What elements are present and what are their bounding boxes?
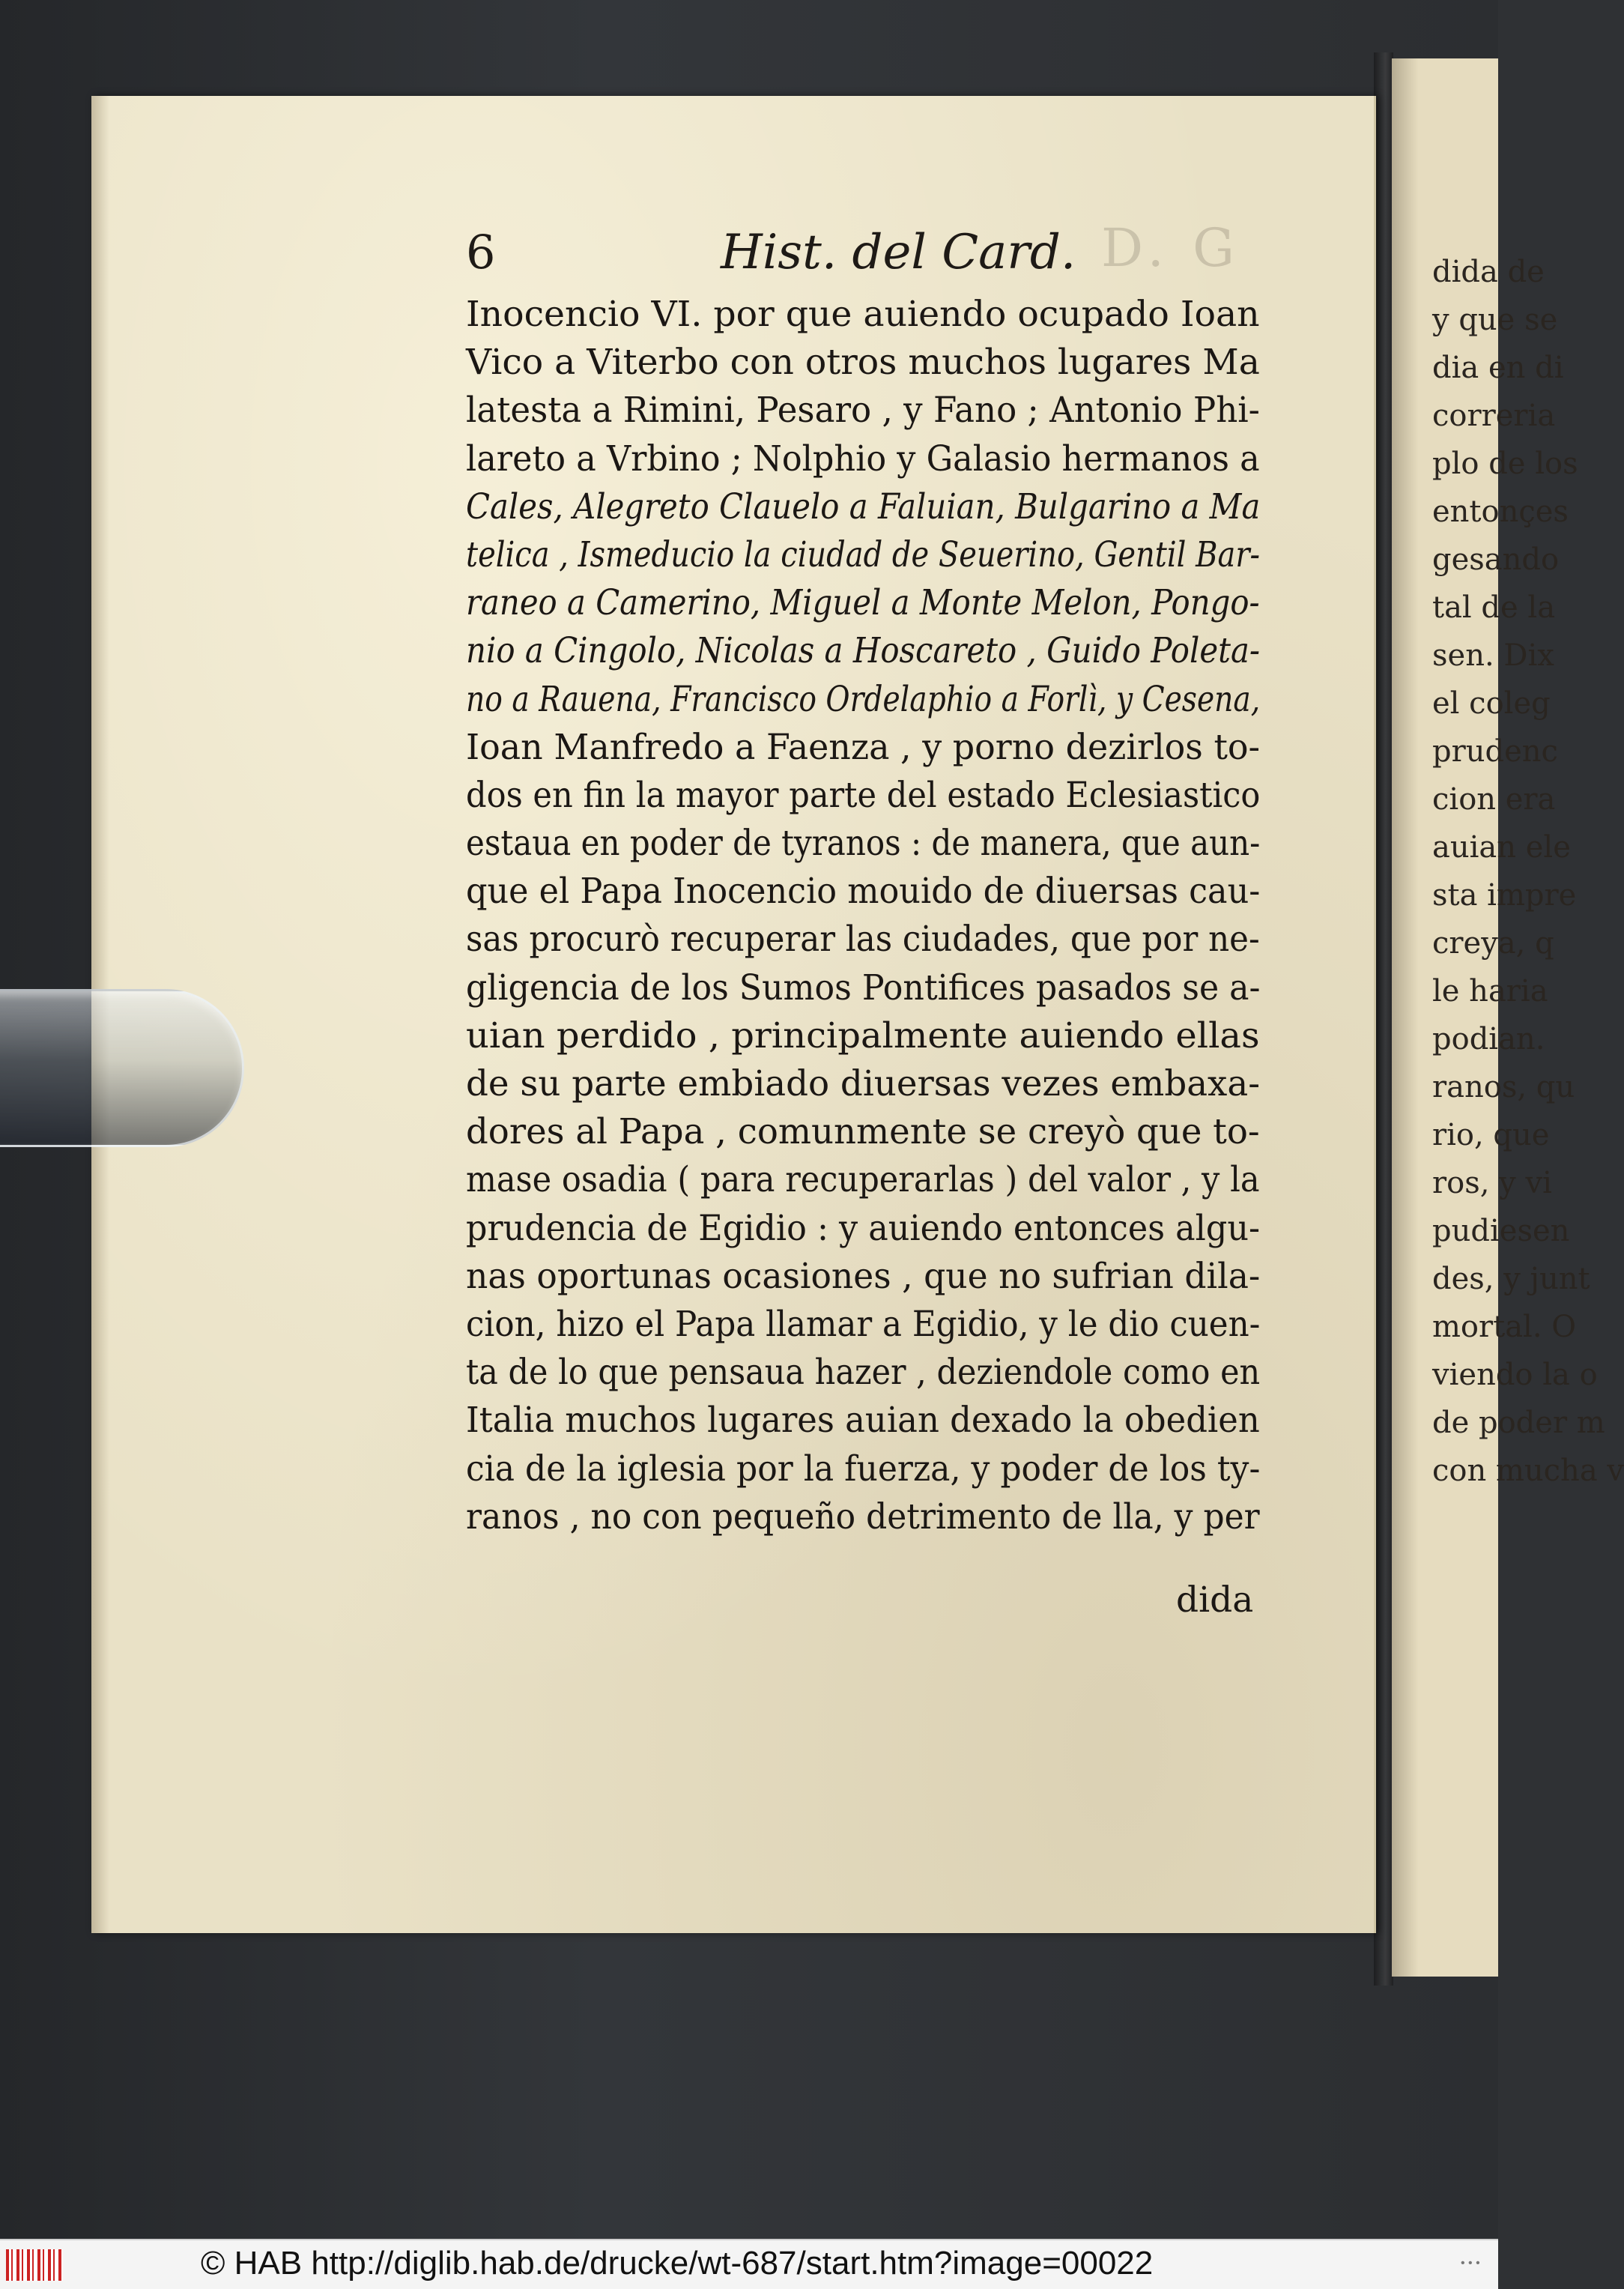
facing-page-line: mortal. O (1432, 1310, 1577, 1344)
facing-page-line: auian ele (1432, 830, 1571, 865)
facing-page-line: le haria (1432, 974, 1548, 1009)
book-gutter (1374, 52, 1393, 1986)
facing-page-line: sta impre (1432, 878, 1577, 913)
text-line: Vico a Viterbo con otros muchos lugares Ma (466, 342, 1260, 384)
text-line: sas procurò recuperar las ciudades, que por ne- (466, 919, 1260, 961)
text-line: nas oportunas ocasiones , que no sufrian dila- (466, 1255, 1261, 1297)
facing-page-line: de poder m (1432, 1406, 1605, 1440)
facing-page-line: ranos, qu (1432, 1070, 1575, 1104)
text-line: Cales, Alegreto Clauelo a Faluian, Bulgarino a Ma (466, 486, 1261, 527)
text-line: nio a Cingolo, Nicolas a Hoscareto , Guido Poleta- (466, 630, 1261, 672)
text-line: ta de lo que pensaua hazer , deziendole como en (466, 1352, 1261, 1394)
text-line: lareto a Vrbino ; Nolphio y Galasio hermanos a (466, 438, 1260, 480)
text-line: estaua en poder de tyranos : de manera, que aun- (466, 823, 1261, 865)
facing-page-line: podian. (1432, 1022, 1545, 1056)
text-line: dos en fin la mayor parte del estado Eclesiastico (466, 774, 1261, 816)
barcode-icon (6, 2249, 63, 2281)
facing-page-line: prudenc (1432, 734, 1558, 769)
facing-page-line: viendo la o (1432, 1358, 1598, 1392)
facing-page-line: plo de los (1432, 447, 1578, 481)
text-line: no a Rauena, Francisco Ordelaphio a Forlì, y Cesena, (466, 678, 1261, 720)
facing-page-line: dida de (1432, 255, 1545, 289)
catchword: dida (1176, 1579, 1254, 1621)
bleed-through-text: D. G (1101, 217, 1241, 279)
text-line: Inocencio VI. por que auiendo ocupado Ioan (466, 294, 1260, 335)
facing-page-line: el coleg (1432, 686, 1551, 721)
footer-mark: • • • (1461, 2257, 1480, 2270)
text-line: prudencia de Egidio : y auiendo entonces algu- (466, 1207, 1260, 1249)
text-line: latesta a Rimini, Pesaro , y Fano ; Antonio Phi- (466, 390, 1260, 432)
facing-page-line: gesando (1432, 542, 1560, 577)
text-line: Italia muchos lugares auian dexado la obedien (466, 1400, 1260, 1442)
facing-page-line: dia en di (1432, 351, 1564, 385)
facing-page-line: con mucha v (1432, 1454, 1624, 1488)
facing-page-line: tal de la (1432, 590, 1556, 625)
facing-page-line: ros, y vi (1432, 1166, 1552, 1200)
text-line: ranos , no con pequeño detrimento de lla, y per (466, 1496, 1260, 1537)
footer-bar (0, 2239, 1498, 2289)
facing-page-line: correria (1432, 399, 1556, 433)
text-line: telica , Ismeducio la ciudad de Seuerino, Gentil Bar- (466, 533, 1261, 575)
text-line: de su parte embiado diuersas vezes embaxa- (466, 1063, 1261, 1104)
text-line: dores al Papa , comunmente se creyò que to- (466, 1111, 1260, 1153)
text-line: cia de la iglesia por la fuerza, y poder de los ty- (466, 1448, 1261, 1490)
facing-page-line: rio, que (1432, 1118, 1550, 1152)
facing-page-line: pudiesen (1432, 1214, 1570, 1248)
text-line: Ioan Manfredo a Faenza , y porno dezirlos to- (466, 726, 1261, 768)
body-text (466, 291, 1260, 1541)
running-head: Hist. del Card. (721, 225, 1076, 280)
copyright-link[interactable]: © HAB http://diglib.hab.de/drucke/wt-687/start.htm?image=00022 (201, 2245, 1154, 2282)
text-line: que el Papa Inocencio mouido de diuersas cau- (466, 871, 1261, 913)
text-line: mase osadia ( para recuperarlas ) del valor , y la (466, 1159, 1260, 1201)
facing-page-line: entonçes (1432, 495, 1569, 529)
page-number: 6 (466, 225, 496, 279)
text-line: uian perdido , principalmente auiendo ellas (466, 1015, 1260, 1056)
facing-page (1392, 58, 1624, 1977)
text-line: cion, hizo el Papa llamar a Egidio, y le dio cuen- (466, 1303, 1261, 1345)
facing-page-line: sen. Dix (1432, 638, 1554, 673)
text-line: raneo a Camerino, Miguel a Monte Melon, Pongo- (466, 582, 1260, 624)
facing-page-line: cion era (1432, 782, 1556, 817)
text-line: gligencia de los Sumos Pontifices pasados se a- (466, 967, 1261, 1009)
facing-page-line: des, y junt (1432, 1262, 1590, 1296)
glass-clip (0, 989, 244, 1147)
facing-page-line: creya, q (1432, 926, 1554, 961)
facing-page-line: y que se (1432, 303, 1558, 337)
